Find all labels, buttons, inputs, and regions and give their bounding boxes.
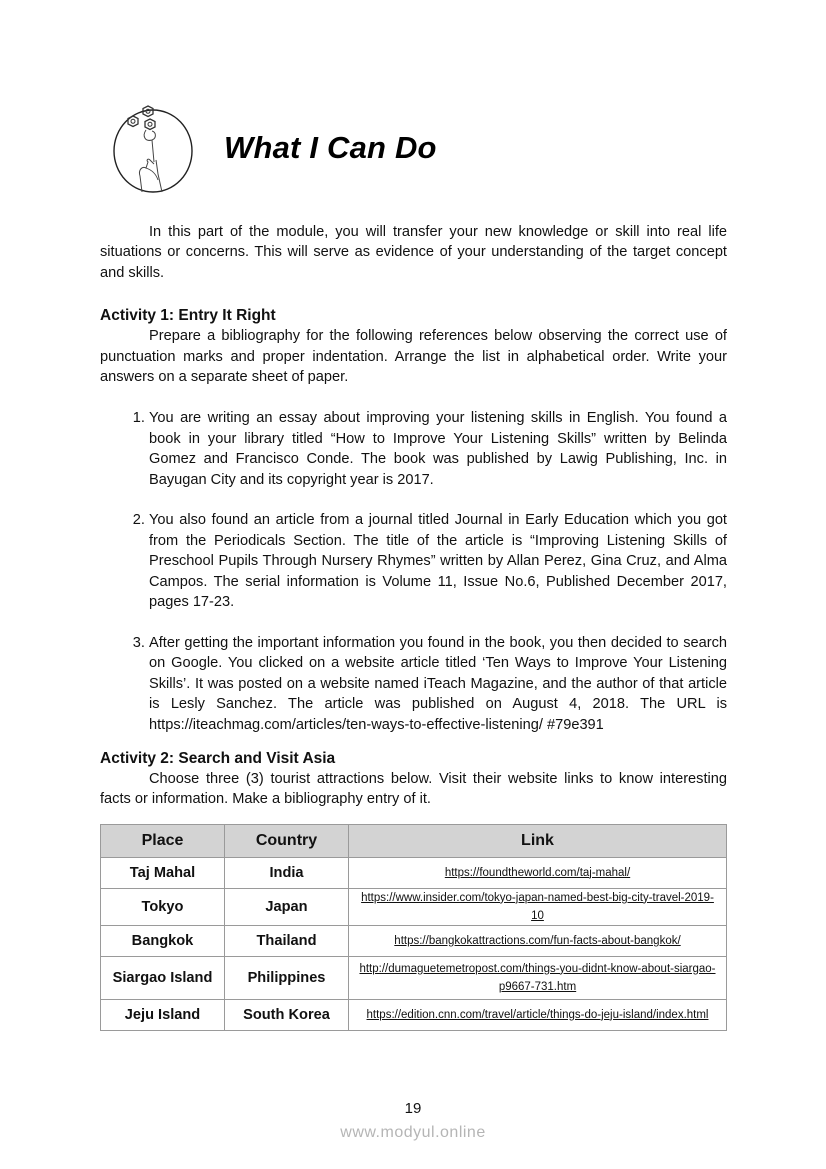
activity2-instructions: Choose three (3) tourist attractions below. Visit their website links to know interesting facts or information. Make a bibliography entry of it. <box>100 770 727 808</box>
cell-place: Taj Mahal <box>101 857 225 888</box>
watermark: www.modyul.online <box>340 1124 486 1141</box>
section-header <box>112 104 194 194</box>
cell-country: Japan <box>225 888 349 925</box>
cell-country: India <box>225 857 349 888</box>
page-content <box>100 222 727 1031</box>
page-number: 19 <box>404 1100 422 1117</box>
cell-country: Philippines <box>225 956 349 999</box>
cell-place: Bangkok <box>101 925 225 956</box>
table-row <box>101 888 727 925</box>
cell-link[interactable]: https://www.insider.com/tokyo-japan-named-best-big-city-travel-2019-10 <box>349 888 727 925</box>
attractions-table <box>100 824 727 1031</box>
activity1-heading: Activity 1: Entry It Right <box>100 307 276 325</box>
cell-place: Siargao Island <box>101 956 225 999</box>
cell-place: Jeju Island <box>101 999 225 1030</box>
cell-link[interactable]: http://dumaguetemetropost.com/things-you-didnt-know-about-siargao-p9667-731.htm <box>349 956 727 999</box>
table-header-row <box>101 824 727 857</box>
header-country: Country <box>225 824 349 857</box>
hand-holding-nuts-icon <box>112 104 194 194</box>
table-row <box>101 925 727 956</box>
cell-link[interactable]: https://foundtheworld.com/taj-mahal/ <box>349 857 727 888</box>
list-item: 2. You also found an article from a journal titled Journal in Early Education which you got from the Periodicals Section. The title of the article is “Improving Listening Skills of Preschool Pupils Through Nursery Rhymes” written by Allan Perez, Gina Cruz, and Alma Campos. The serial information is Volume 11, Issue No.6, Published December 2017, pages 17-23. <box>149 510 727 612</box>
cell-link[interactable]: https://bangkokattractions.com/fun-facts-about-bangkok/ <box>349 925 727 956</box>
cell-country: Thailand <box>225 925 349 956</box>
activity2-heading: Activity 2: Search and Visit Asia <box>100 749 336 767</box>
activity1-list <box>100 408 727 734</box>
list-item: 3. After getting the important information you found in the book, you then decided to search on Google. You clicked on a website article titled ‘Ten Ways to Improve Your Listening Skills’. It was posted on a website named iTeach Magazine, and the author of that article is Lesly Sanchez. The article was published on August 4, 2018. The URL is https://iteachmag.com/articles/ten-ways-to-effective-listening/ #79e391 <box>149 633 727 735</box>
header-link: Link <box>349 824 727 857</box>
table-row <box>101 999 727 1030</box>
table-row <box>101 956 727 999</box>
list-item: 1. You are writing an essay about improving your listening skills in English. You found a book in your library titled “How to Improve Your Listening Skills” written by Belinda Gomez and Francisco Conde. The book was published by Lawig Publishing, Inc. in Bayugan City and its copyright year is 2017. <box>149 408 727 490</box>
header-place: Place <box>101 824 225 857</box>
intro-paragraph: In this part of the module, you will transfer your new knowledge or skill into real life situations or concerns. This will serve as evidence of your understanding of the target concept and skills. <box>100 224 727 281</box>
cell-link[interactable]: https://edition.cnn.com/travel/article/things-do-jeju-island/index.html <box>349 999 727 1030</box>
table-row <box>101 857 727 888</box>
activity1-instructions: Prepare a bibliography for the following references below observing the correct use of punctuation marks and proper indentation. Arrange the list in alphabetical order. Write your answers on a separate sheet of paper. <box>100 328 727 386</box>
cell-country: South Korea <box>225 999 349 1030</box>
page-title: What I Can Do <box>224 130 437 165</box>
cell-place: Tokyo <box>101 888 225 925</box>
